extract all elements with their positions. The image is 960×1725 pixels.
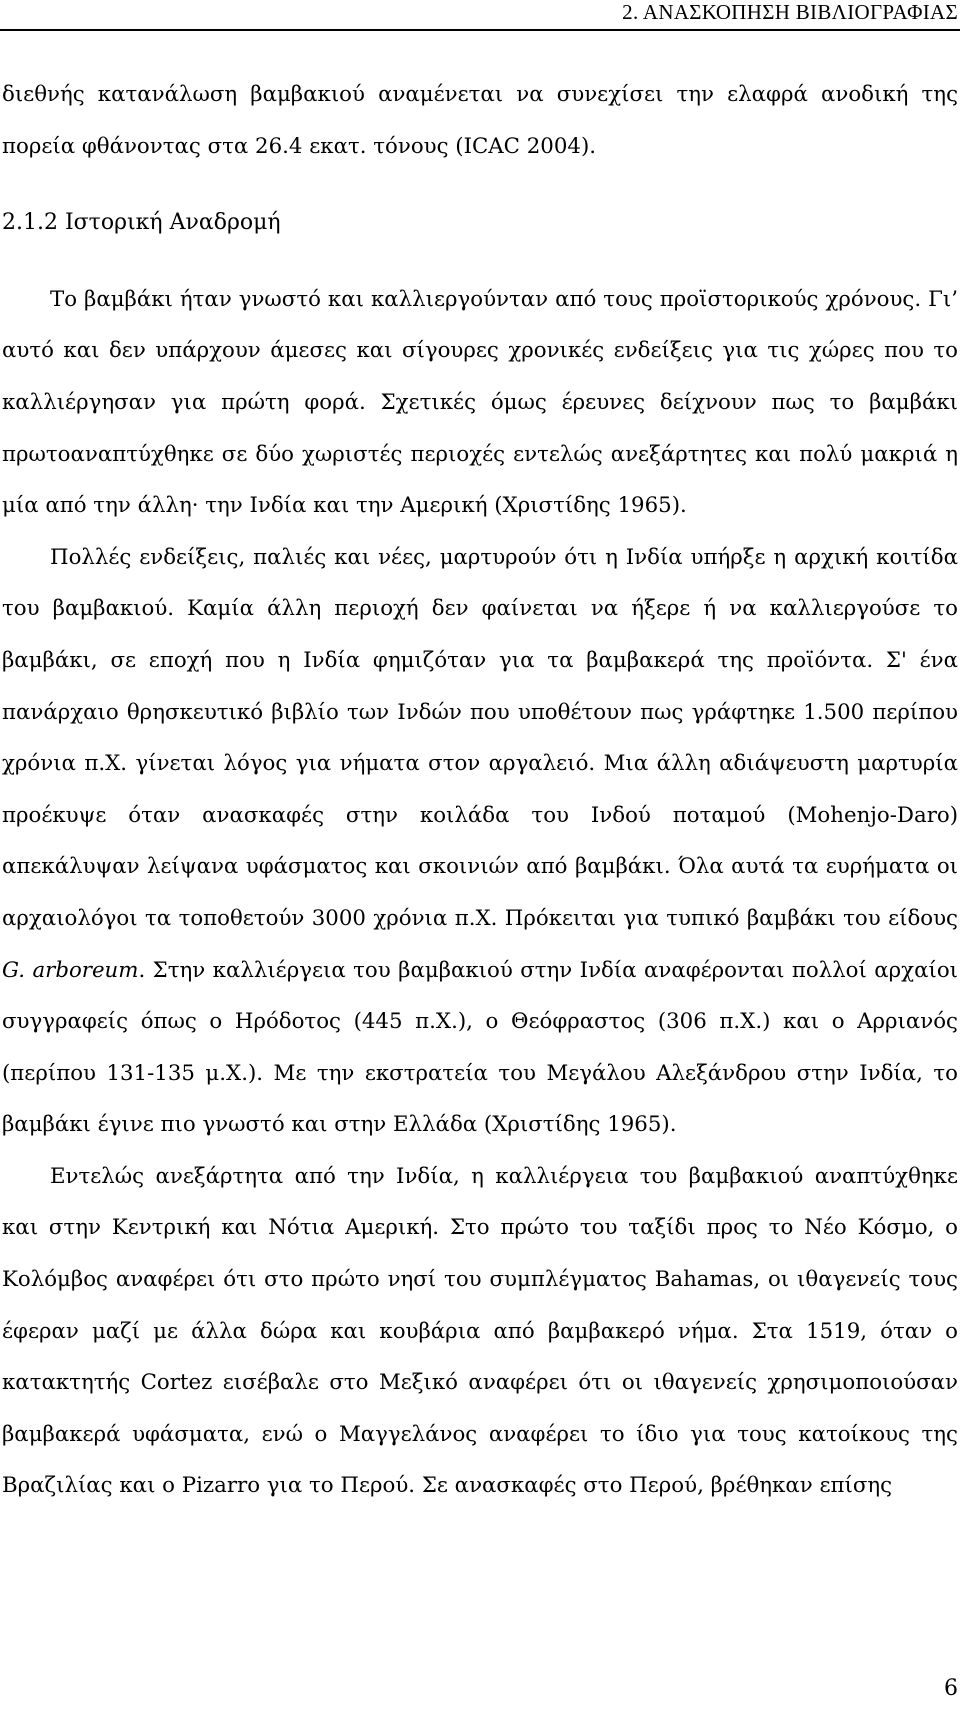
paragraph-2-text-a: Πολλές ενδείξεις, παλιές και νέες, μαρτυρούν ότι η Ινδία υπήρξε η αρχική κοιτίδα του βαμβακιού. Καμία άλλη περιοχή δεν φαίνεται να ήξερε ή να καλλιεργούσε το βαμβάκι, σε εποχή που η Ινδία φημιζόταν για τα βαμβακερά της προϊόντα. Σ' ένα πανάρχαιο θρησκευτικό βιβλίο των Ινδών που υποθέτουν πως γράφτηκε 1.500 περίπου χρόνια π.Χ. γίνεται λόγος για νήματα στον αργαλειό. Μια άλλη αδιάψευστη μαρτυρία προέκυψε όταν ανασκαφές στην κοιλάδα του Ινδού ποταμού (Mohenjo-Daro) απεκάλυψαν λείψανα υφάσματος και σκοινιών από βαμβάκι. Όλα αυτά τα ευρήματα οι αρχαιολόγοι τα τοποθετούν 3000 χρόνια π.Χ. Πρόκειται για τυπικό βαμβάκι του είδους [2, 544, 958, 931]
document-body [2, 69, 958, 1512]
intro-paragraph: διεθνής κατανάλωση βαμβακιού αναμένεται να συνεχίσει την ελαφρά ανοδική της πορεία φθάνοντας στα 26.4 εκατ. τόνους (ICAC 2004). [2, 82, 958, 159]
spacer [2, 172, 958, 197]
section-heading: 2.1.2 Ιστορική Αναδρομή [2, 210, 281, 236]
running-header: 2. ΑΝΑΣΚΟΠΗΣΗ ΒΙΒΛΙΟΓΡΑΦΙΑΣ [622, 0, 958, 24]
paragraph-3: Εντελώς ανεξάρτητα από την Ινδία, η καλλιέργεια του βαμβακιού αναπτύχθηκε και στην Κεντρική και Νότια Αμερική. Στο πρώτο του ταξίδι προς το Νέο Κόσμο, ο Κολόμβος αναφέρει ότι στο πρώτο νησί του συμπλέγματος Bahamas, οι ιθαγενείς τους έφεραν μαζί με άλλα δώρα και κουβάρια από βαμβακερό νήμα. Στα 1519, όταν ο κατακτητής Cortez εισέβαλε στο Μεξικό αναφέρει ότι οι ιθαγενείς χρησιμοποιούσαν βαμβακερά υφάσματα, ενώ ο Μαγγελάνος αναφέρει το ίδιο για τους κατοίκους της Βραζιλίας και ο Pizarro για το Περού. Σε ανασκαφές στο Περού, βρέθηκαν επίσης [2, 1163, 958, 1499]
paragraph-2 [2, 532, 958, 1151]
header-rule [0, 29, 960, 31]
species-name: G. arboreum [2, 957, 139, 983]
paragraph-2-text-b: . Στην καλλιέργεια του βαμβακιού στην Ινδία αναφέρονται πολλοί αρχαίοι συγγραφείς όπως ο Ηρόδοτος (445 π.Χ.), ο Θεόφραστος (306 π.Χ.) και ο Αρριανός (περίπου 131-135 μ.Χ.). Με την εκστρατεία του Μεγάλου Αλεξάνδρου στην Ινδία, το βαμβάκι έγινε πιο γνωστό και στην Ελλάδα (Χριστίδης 1965). [2, 957, 958, 1138]
paragraph-1: Το βαμβάκι ήταν γνωστό και καλλιεργούνταν από τους προϊστορικούς χρόνους. Γι’ αυτό και δεν υπάρχουν άμεσες και σίγουρες χρονικές ενδείξεις για τις χώρες που το καλλιέργησαν για πρώτη φορά. Σχετικές όμως έρευνες δείχνουν πως το βαμβάκι πρωτοαναπτύχθηκε σε δύο χωριστές περιοχές εντελώς ανεξάρτητες και πολύ μακριά η μία από την άλλη· την Ινδία και την Αμερική (Χριστίδης 1965). [2, 286, 958, 519]
spacer [2, 249, 958, 274]
page-number: 6 [944, 1676, 958, 1701]
